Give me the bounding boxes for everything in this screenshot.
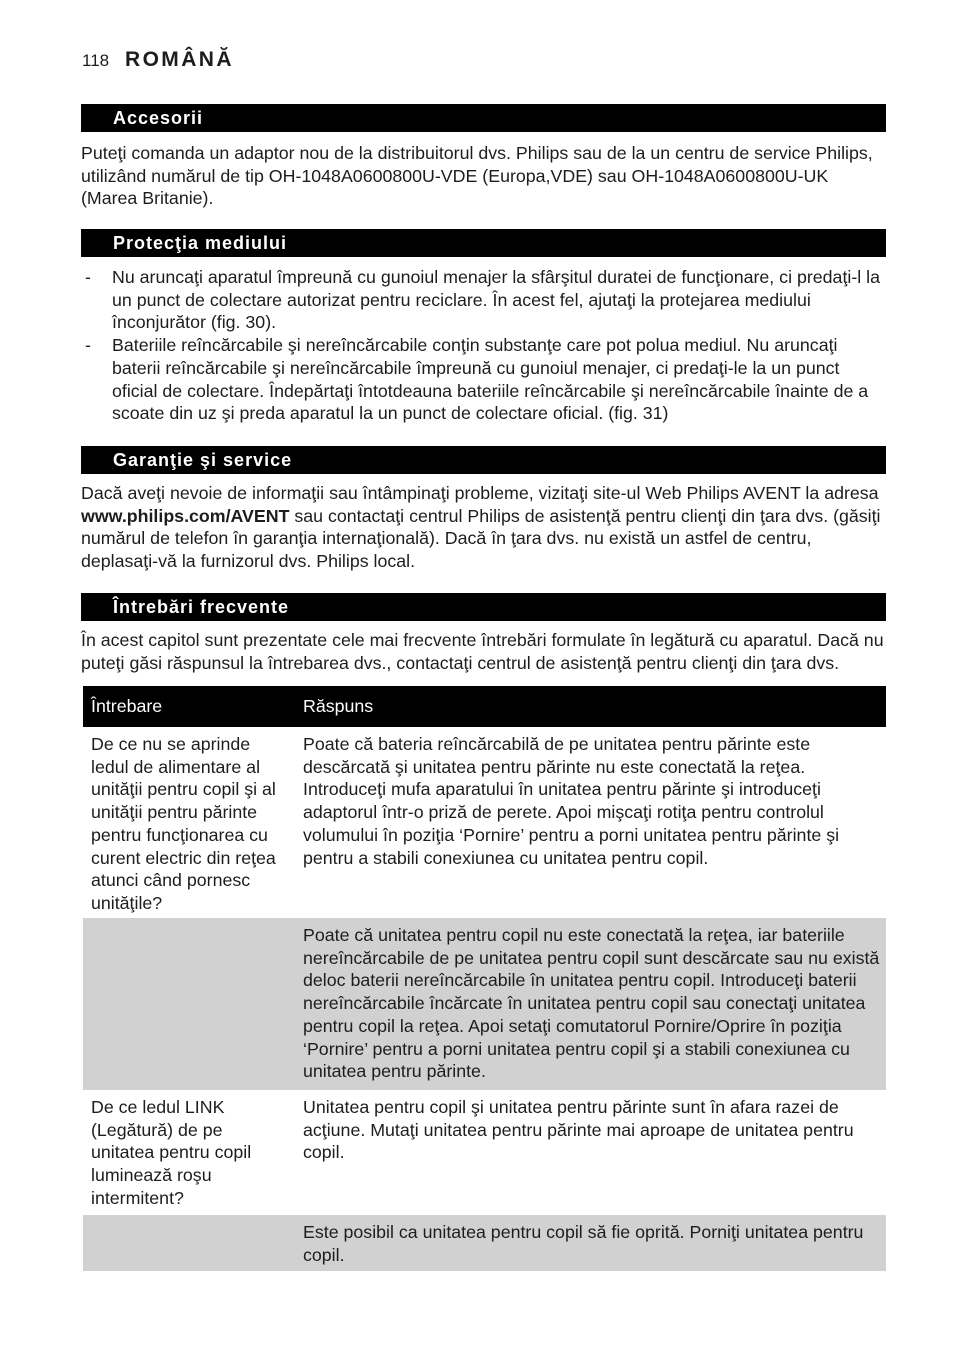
table-header-row bbox=[83, 686, 886, 727]
header-question: Întrebare bbox=[91, 696, 163, 717]
section-bar-faq bbox=[81, 593, 886, 621]
guarantee-paragraph bbox=[81, 482, 886, 573]
section-title-environment: Protecţia mediului bbox=[113, 233, 288, 253]
accessories-paragraph: Puteţi comanda un adaptor nou de la distribuitorul dvs. Philips sau de la un centru de service Philips, utilizând numărul de tip OH-1048A0600800U-VDE (Europa,VDE) sau OH-1048A0600800U-UK (Marea Britanie). bbox=[81, 143, 873, 209]
section-bar-accessories bbox=[81, 104, 886, 132]
page-number: 118 bbox=[82, 51, 110, 70]
faq-table bbox=[83, 686, 886, 1271]
guarantee-text-after: sau contactaţi centrul Philips de asistenţă pentru clienţi din ţara dvs. (găsiţi numărul de telefon în garanţia internaţională). Dacă în ţara dvs. nu există un astfel de centru, deplasaţi-vă la furnizorul dvs. Philips local. bbox=[81, 505, 881, 572]
website-link[interactable]: www.philips.com/AVENT bbox=[81, 505, 290, 526]
answer-cell: Poate că unitatea pentru copil nu este conectată la reţea, iar bateriile nereîncărcabile de pe unitatea pentru copil sunt descărcate sau nu există deloc baterii nereîncărcabile în unitatea pentru copil. Introduceţi baterii nereîncărcabile încărcate în unitatea pentru copil sau conectaţi unitatea pentru copil la reţea. Apoi setaţi comutatorul Pornire/Oprire în poziţia ‘Pornire’ pentru a porni unitatea pentru copil şi a stabili conexiunea cu unitatea pentru părinte. bbox=[303, 925, 880, 1082]
list-item-text: Bateriile reîncărcabile şi nereîncărcabile conţin substanţe care pot polua mediul. Nu aruncaţi baterii reîncărcabile şi nereîncărcabile împreună cu gunoiul menajer, ci predaţi-le la un punct oficial de colectare. Îndepărtaţi întotdeauna bateriile reîncărcabile şi nereîncărcabile înainte de a scoate din uz şi preda aparatul la un punct de colectare oficial. (fig. 31) bbox=[112, 335, 869, 424]
faq-intro: În acest capitol sunt prezentate cele mai frecvente întrebări formulate în legătură cu aparatul. Dacă nu puteţi găsi răspunsul la întrebarea dvs., contactaţi centrul de asistenţă pentru clienţi din ţara dvs. bbox=[81, 630, 884, 673]
section-bar-guarantee bbox=[81, 446, 886, 474]
answer-cell: Poate că bateria reîncărcabilă de pe unitatea pentru părinte este descărcată şi unitatea pentru părinte nu este conectată la reţea. Introduceţi mufa aparatului în unitatea pentru părinte şi introduceţi adaptorul într-o priză de perete. Apoi mişcaţi rotiţa pentru controlul volumului în poziţia ‘Pornire’ pentru a porni unitatea pentru părinte şi pentru a stabili conexiunea cu unitatea pentru copil. bbox=[303, 734, 840, 868]
guarantee-text-before: Dacă aveţi nevoie de informaţii sau întâmpinaţi probleme, vizitaţi site-ul Web Philips AVENT la adresa bbox=[81, 483, 879, 503]
answer-cell: Este posibil ca unitatea pentru copil să fie oprită. Porniţi unitatea pentru copil. bbox=[303, 1222, 864, 1265]
table-row bbox=[83, 727, 886, 918]
section-title-faq: Întrebări frecvente bbox=[113, 597, 290, 617]
list-item-text: Nu aruncaţi aparatul împreună cu gunoiul menajer la sfârşitul duratei de funcţionare, ci predaţi-l la un punct de colectare autorizat pentru reciclare. În acest fel, ajutaţi la protejarea mediului înconjurător (fig. 30). bbox=[112, 267, 880, 333]
answer-cell: Unitatea pentru copil şi unitatea pentru părinte sunt în afara razei de acţiune. Mutaţi unitatea pentru părinte mai aproape de unitatea pentru copil. bbox=[303, 1097, 854, 1163]
question-cell: De ce nu se aprinde ledul de alimentare al unităţii pentru copil şi al unităţii pentru părinte pentru funcţionarea cu curent electric din reţea atunci când pornesc unităţile? bbox=[91, 734, 276, 913]
table-row bbox=[83, 1215, 886, 1271]
section-title-accessories: Accesorii bbox=[113, 108, 204, 128]
list-dash: - bbox=[85, 335, 91, 356]
section-bar-environment bbox=[81, 229, 886, 257]
section-title-guarantee: Garanţie şi service bbox=[113, 450, 293, 470]
table-row bbox=[83, 918, 886, 1090]
language-heading: ROMÂNĂ bbox=[125, 48, 234, 71]
question-cell: De ce ledul LINK (Legătură) de pe unitatea pentru copil luminează roşu intermitent? bbox=[91, 1097, 252, 1208]
table-row bbox=[83, 1090, 886, 1215]
environment-list bbox=[81, 266, 886, 425]
list-dash: - bbox=[85, 267, 91, 287]
question-cell-empty bbox=[83, 1215, 295, 1271]
header-answer: Răspuns bbox=[303, 696, 374, 717]
list-item bbox=[81, 334, 886, 425]
list-item bbox=[81, 266, 886, 334]
question-cell-empty bbox=[83, 918, 295, 1090]
